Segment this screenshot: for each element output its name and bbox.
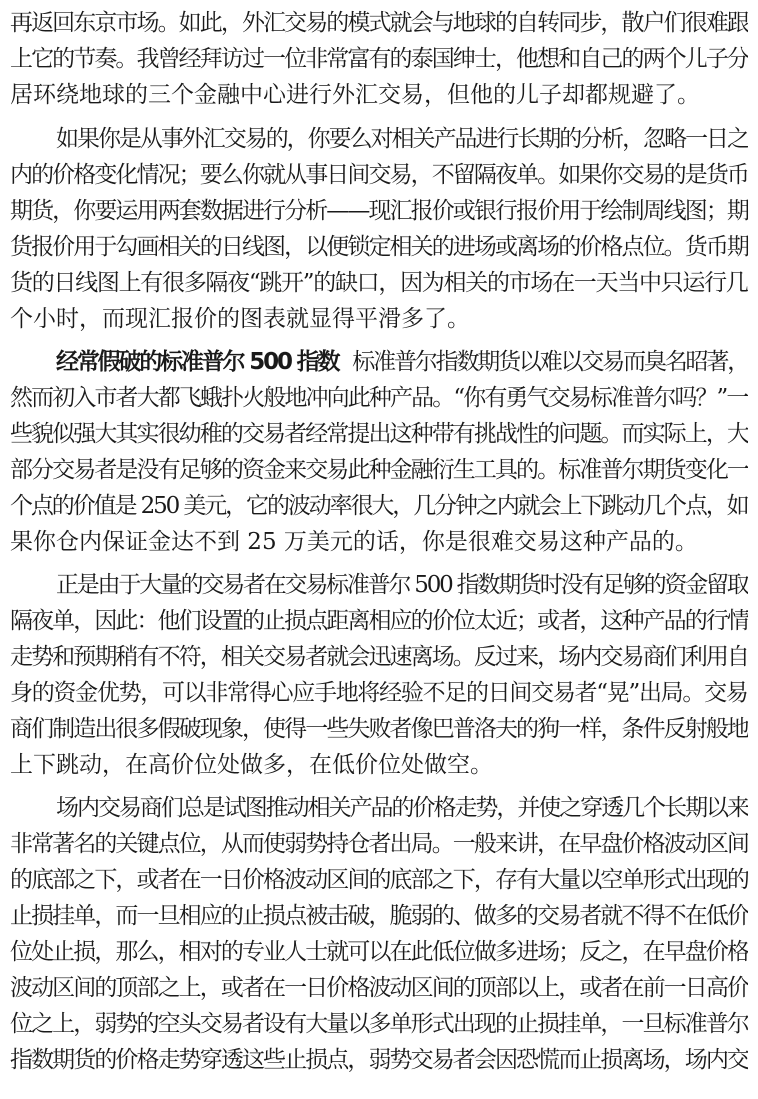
text-line: 位之上，弱势的空头交易者设有大量以多单形式出现的止损挂单，一旦标准普尔 bbox=[10, 1011, 748, 1037]
text-line: 果你仓内保证金达不到 25 万美元的话，你是很难交易这种产品的。 bbox=[10, 529, 698, 555]
text-line: 货报价用于勾画相关的日线图，以便锁定相关的进场或离场的价格点位。货币期 bbox=[10, 234, 748, 260]
text-line: 止损挂单，而一旦相应的止损点被击破，脆弱的、做多的交易者就不得不在低价 bbox=[10, 903, 748, 929]
section-line bbox=[56, 344, 748, 380]
text-line: 个小时，而现汇报价的图表就显得平滑多了。 bbox=[10, 306, 470, 332]
text-line: 位处止损，那么，相对的专业人士就可以在此低位做多进场；反之，在早盘价格 bbox=[10, 939, 748, 965]
text-line: 个点的价值是 250 美元，它的波动率很大，几分钟之内就会上下跳动几个点，如 bbox=[10, 493, 748, 519]
text-line: 走势和预期稍有不符，相关交易者就会迅速离场。反过来，场内交易商们利用自 bbox=[10, 644, 748, 670]
text-line: 身的资金优势，可以非常得心应手地将经验不足的日间交易者“晃”出局。交易 bbox=[10, 680, 748, 706]
text-line: 上下跳动，在高价位处做多，在低价位处做空。 bbox=[10, 752, 493, 778]
text-line: 隔夜单，因此：他们设置的止损点距离相应的价位太近；或者，这种产品的行情 bbox=[10, 608, 748, 634]
text-line: 指数期货的价格走势穿透这些止损点，弱势交易者会因恐慌而止损离场，场内交 bbox=[10, 1047, 748, 1073]
text-line: 然而初入市者大都飞蛾扑火般地冲向此种产品。“你有勇气交易标准普尔吗？”一 bbox=[10, 385, 748, 411]
text-line: 内的价格变化情况；要么你就从事日间交易，不留隔夜单。如果你交易的是货币 bbox=[10, 162, 748, 188]
text-line: 期货，你要运用两套数据进行分析——现汇报价或银行报价用于绘制周线图；期 bbox=[10, 198, 748, 224]
text-line: 上它的节奏。我曾经拜访过一位非常富有的泰国绅士，他想和自己的两个儿子分 bbox=[10, 46, 748, 72]
paragraph-first-line: 如果你是从事外汇交易的，你要么对相关产品进行长期的分析，忽略一日之 bbox=[56, 126, 748, 152]
text-line: 货的日线图上有很多隔夜“跳开”的缺口，因为相关的市场在一天当中只运行几 bbox=[10, 270, 748, 296]
paragraph-first-line: 场内交易商们总是试图推动相关产品的价格走势，并使之穿透几个长期以来 bbox=[56, 795, 748, 821]
text-line: 些貌似强大其实很幼稚的交易者经常提出这种带有挑战性的问题。而实际上，大 bbox=[10, 421, 748, 447]
section-line-text: 标准普尔指数期货以难以交易而臭名昭著， bbox=[352, 349, 748, 375]
text-line: 居环绕地球的三个金融中心进行外汇交易，但他的儿子却都规避了。 bbox=[10, 82, 700, 108]
section-heading: 经常假破的标准普尔 500 指数 bbox=[56, 349, 339, 375]
text-line: 波动区间的顶部之上，或者在一日价格波动区间的顶部以上，或者在前一日高价 bbox=[10, 975, 748, 1001]
text-line: 商们制造出很多假破现象，使得一些失败者像巴普洛夫的狗一样，条件反射般地 bbox=[10, 716, 748, 742]
text-line: 的底部之下，或者在一日价格波动区间的底部之下，存有大量以空单形式出现的 bbox=[10, 867, 748, 893]
text-line: 部分交易者是没有足够的资金来交易此种金融衍生工具的。标准普尔期货变化一 bbox=[10, 457, 748, 483]
text-line: 再返回东京市场。如此，外汇交易的模式就会与地球的自转同步，散户们很难跟 bbox=[10, 10, 748, 36]
text-line: 非常著名的关键点位，从而使弱势持仓者出局。一般来讲，在早盘价格波动区间 bbox=[10, 831, 748, 857]
paragraph-first-line: 正是由于大量的交易者在交易标准普尔 500 指数期货时没有足够的资金留取 bbox=[56, 572, 748, 598]
